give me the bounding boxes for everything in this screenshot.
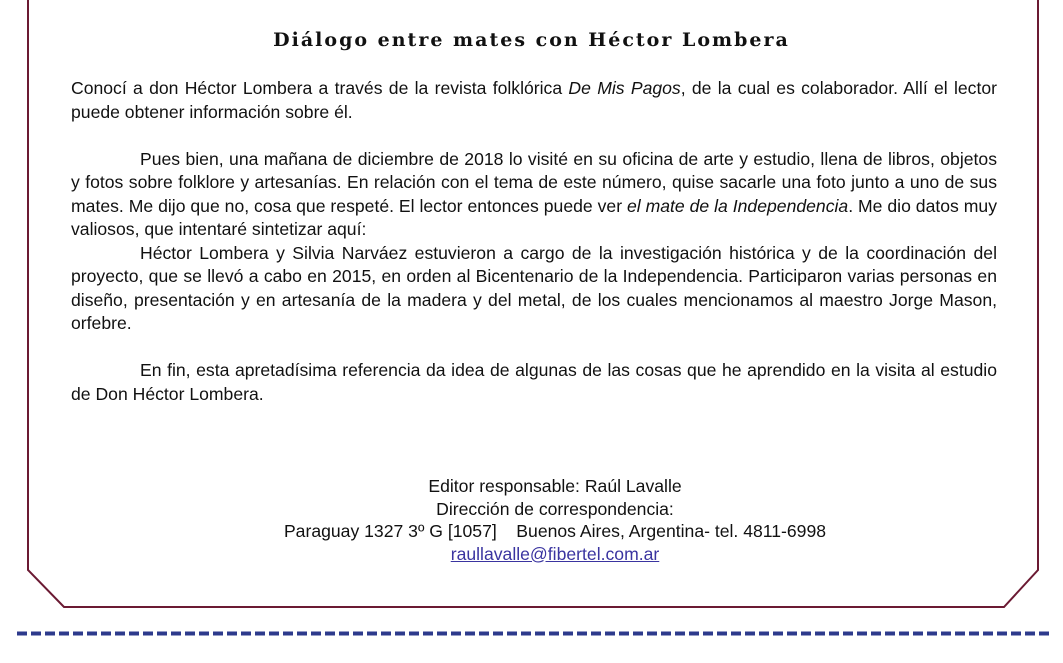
- article-title: Diálogo entre mates con Héctor Lombera: [273, 29, 790, 51]
- address-label: Dirección de correspondencia:: [436, 498, 674, 519]
- paragraph-visit-text-end: . Me dio datos muy valiosos, que intentaré sintetizar aquí:: [71, 195, 997, 239]
- paragraph-visit: [71, 148, 997, 242]
- article-body: [71, 77, 997, 406]
- paragraph-closing: En fin, esta apretadísima referencia da idea de algunas de las cosas que he aprendido en la visita al estudio de Don Héctor Lombera.: [71, 360, 997, 404]
- address-line: Paraguay 1327 3º G [1057] Buenos Aires, Argentina- tel. 4811-6998: [283, 521, 827, 541]
- editor-line: Editor responsable: Raúl Lavalle: [428, 476, 682, 496]
- paragraph-intro-text-end: , de la cual es colaborador. Allí el lector puede obtener información sobre él.: [71, 78, 997, 122]
- footer: [0, 475, 1063, 565]
- magazine-title: De Mis Pagos: [568, 78, 681, 98]
- paragraph-visit-text: Pues bien, una mañana de diciembre de 2018 lo visité en su oficina de arte y estudio, llena de libros, objetos y fotos sobre folklore y artesanías. En relación con el tema de este número, quise sacarle una foto junto a uno de sus mates. Me dijo que no, cosa que respeté. El lector entonces puede ver: [71, 148, 997, 216]
- paragraph-project: Héctor Lombera y Silvia Narváez estuvieron a cargo de la investigación histórica y de la coordinación del proyecto, que se llevó a cabo en 2015, en orden al Bicentenario de la Independencia. Participaron varias personas en diseño, presentación y en artesanía de la madera y del metal, de los cuales mencionamos al maestro Jorge Mason, orfebre.: [71, 242, 997, 333]
- email-link[interactable]: raullavalle@fibertel.com.ar: [450, 543, 660, 564]
- dashed-divider: [17, 631, 1053, 636]
- work-title: el mate de la Independencia: [626, 195, 849, 216]
- paragraph-intro: [71, 77, 997, 124]
- paragraph-intro-text: Conocí a don Héctor Lombera a través de la revista folklórica: [71, 78, 569, 98]
